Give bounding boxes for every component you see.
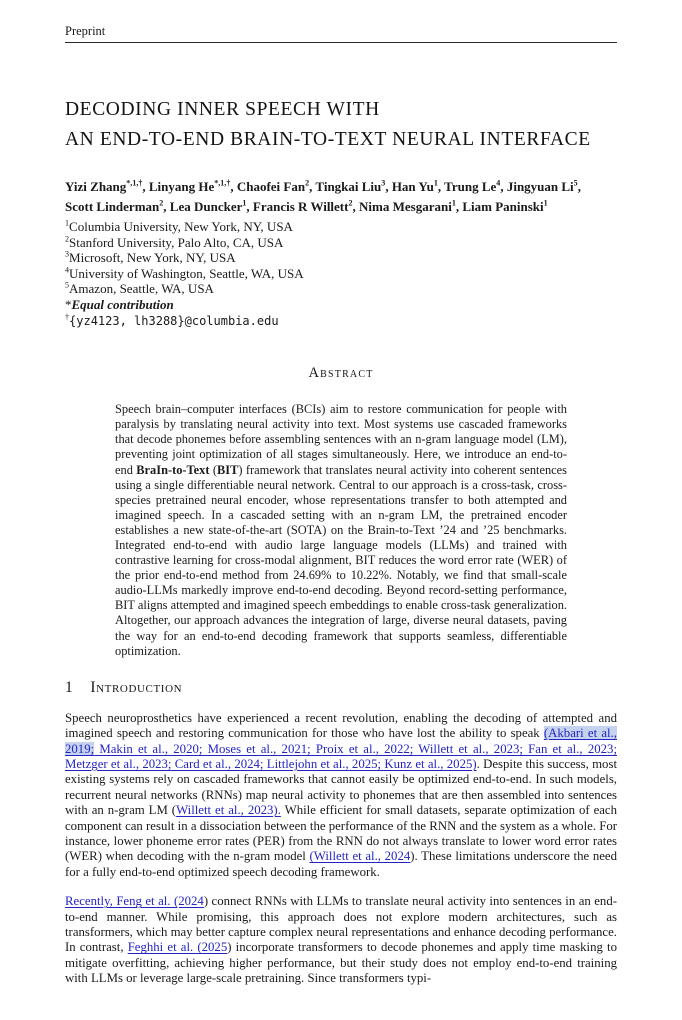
paper-title: [65, 95, 617, 155]
text-segment: Speech neuroprosthetics have experienced a recent revolution, enabling the decoding of attempted and imagined speech and restoring communication for those who have lost the ability to speak: [65, 710, 617, 741]
section-number: 1: [65, 678, 74, 696]
text-segment: *: [65, 296, 72, 312]
title-line-2: AN END-TO-END BRAIN-TO-TEXT NEURAL INTERFACE: [65, 129, 591, 150]
text-segment: Equal contribution: [71, 296, 174, 312]
text-segment: University of Washington, Seattle, WA, USA: [69, 265, 304, 281]
text-segment: 2: [159, 198, 164, 208]
text-segment: 3: [65, 249, 70, 259]
text-segment: 2: [348, 198, 353, 208]
abstract-section: [65, 365, 617, 659]
text-segment: Stanford University, Palo Alto, CA, USA: [69, 234, 284, 250]
affiliation-line: [65, 266, 617, 282]
header-rule: [65, 42, 617, 43]
title-line-1: DECODING INNER SPEECH WITH: [65, 99, 380, 120]
text-segment: {yz4123, lh3288}@columbia.edu: [69, 313, 279, 328]
text-segment: 1: [433, 178, 438, 188]
text-segment: , Lea Duncker: [163, 199, 243, 214]
text-segment: 2: [305, 178, 310, 188]
text-segment: Microsoft, New York, NY, USA: [69, 250, 236, 266]
intro-paragraph: [65, 894, 617, 986]
preprint-label: Preprint: [65, 24, 106, 38]
text-segment: Scott Linderman: [65, 199, 160, 214]
author-line: [65, 177, 617, 197]
text-segment: BraIn-to-Text: [136, 462, 210, 477]
affiliation-line: [65, 281, 617, 297]
section-heading: [65, 679, 617, 697]
author-line: [65, 197, 617, 217]
text-segment: , Francis R Willett: [246, 199, 349, 214]
affiliation-line: [65, 250, 617, 266]
text-segment: *,1,†: [126, 178, 143, 188]
text-segment: , Linyang He: [142, 179, 215, 194]
text-segment: , Liam Paninski: [455, 199, 544, 214]
text-segment: *,1,†: [214, 178, 231, 188]
text-segment: Yizi Zhang: [65, 179, 127, 194]
text-segment: 5: [573, 178, 578, 188]
text-segment: 1: [65, 218, 70, 228]
email-line: [65, 313, 617, 330]
text-segment: , Chaofei Fan: [230, 179, 306, 194]
citation-link[interactable]: Feghhi et al. (2025: [127, 940, 228, 955]
citation-link[interactable]: Willett et al., 2023).: [176, 803, 281, 818]
text-segment: ) connect RNNs with LLMs to translate neural activity into sentences in an end-to-end manner. While promising, this approach does not explore modern architectures, such as transformers, which may better capture complex neural representations and enhance decoding performance. In contrast,: [65, 894, 617, 955]
text-segment: 4: [496, 178, 501, 188]
abstract-text: [115, 402, 567, 659]
text-segment: 1: [543, 198, 548, 208]
section-title: Introduction: [90, 678, 183, 696]
introduction-section: [65, 679, 617, 987]
text-segment: , Han Yu: [385, 179, 434, 194]
page-header: [65, 24, 617, 43]
affiliation-line: [65, 219, 617, 235]
text-segment: (: [209, 462, 218, 477]
affiliation-line: [65, 235, 617, 251]
text-segment: , Tingkai Liu: [309, 179, 382, 194]
text-segment: 3: [381, 178, 386, 188]
text-segment: Columbia University, New York, NY, USA: [69, 219, 293, 234]
text-segment: 1: [242, 198, 247, 208]
text-segment: †: [65, 312, 70, 322]
author-block: [65, 177, 617, 217]
citation-link[interactable]: Recently, Feng et al. (2024: [65, 894, 204, 909]
text-segment: While efficient for small datasets, separate optimization of each component can result in a dissociation between the performance of the RNN and the system as a whole. For instance, lower phoneme error rates (PER) from the RNN do not always translate to lower word error rates (WER) when decoding with the n-gram model: [65, 803, 618, 864]
text-segment: 2: [65, 234, 70, 244]
text-segment: Amazon, Seattle, WA, USA: [69, 281, 214, 297]
affiliation-block: [65, 219, 617, 329]
citation-link[interactable]: (Willett et al., 2024: [309, 849, 411, 864]
text-segment: 1: [451, 198, 456, 208]
text-segment: ) incorporate transformers to decode phonemes and apply time masking to mitigate overfitting, achieving higher performance, but their study does not employ end-to-end training with LLMs or leverage large-scale pretraining. Since transformers typi-: [65, 940, 617, 986]
intro-paragraph: [65, 711, 617, 880]
text-segment: , Trung Le: [437, 179, 497, 194]
text-segment: BIT: [217, 462, 239, 477]
text-segment: 4: [65, 265, 70, 275]
citation-link[interactable]: Makin et al., 2020; Moses et al., 2021; Proix et al., 2022; Willett et al., 2023; Fan et al., 2023; Metzger et al., 2023; Card et al., 2024; Littlejohn et al., 2025; Kunz et al., 2025): [65, 741, 617, 771]
equal-contribution-note: [65, 297, 617, 313]
abstract-heading: Abstract: [308, 365, 374, 382]
text-segment: ) framework that translates neural activity into coherent sentences using a single differentiable neural network. Central to our approach is a cross-task, cross-species pretrained neural encoder, whose representations transfer to both attempted and imagined speech. In a cascaded setting with an n-gram LM, the pretrained encoder establishes a new state-of-the-art (SOTA) on the Brain-to-Text ’24 and ’25 benchmarks. Integrated end-to-end with audio large language models (LLMs) and trained with contrastive learning for cross-modal alignment, BIT reduces the word error rate (WER) of the prior end-to-end method from 24.69% to 10.22%. Notably, we find that small-scale audio-LLMs markedly improve end-to-end decoding. Beyond record-setting performance, BIT aligns attempted and imagined speech embeddings to enable cross-task generalization. Altogether, our approach advances the integration of large, diverse neural datasets, paving the way for an end-to-end decoding framework that supports seamless, differentiable optimization.: [115, 462, 567, 658]
text-segment: Speech brain–computer interfaces (BCIs) aim to restore communication for people with paralysis by translating neural activity into text. Most systems use cascaded frameworks that decode phonemes before assembling sentences with an n-gram language model (LM), preventing joint optimization of all stages simultaneously. Here, we introduce an end-to-end: [115, 402, 567, 477]
text-segment: ). These limitations underscore the need for a fully end-to-end optimized speech decoding framework.: [65, 849, 617, 879]
text-segment: . Despite this success, most existing systems rely on cascaded frameworks that cannot easily be optimized end-to-end. In such models, recurrent neural networks (RNNs) map neural activity to phonemes that are then assembled into sentences with an n-gram LM (: [65, 756, 617, 818]
text-segment: ,: [577, 179, 581, 194]
citation-link[interactable]: (Akbari et al., 2019;: [65, 726, 617, 756]
text-segment: , Jingyuan Li: [500, 179, 574, 194]
text-segment: 5: [65, 281, 70, 291]
text-segment: , Nima Mesgarani: [352, 199, 452, 214]
